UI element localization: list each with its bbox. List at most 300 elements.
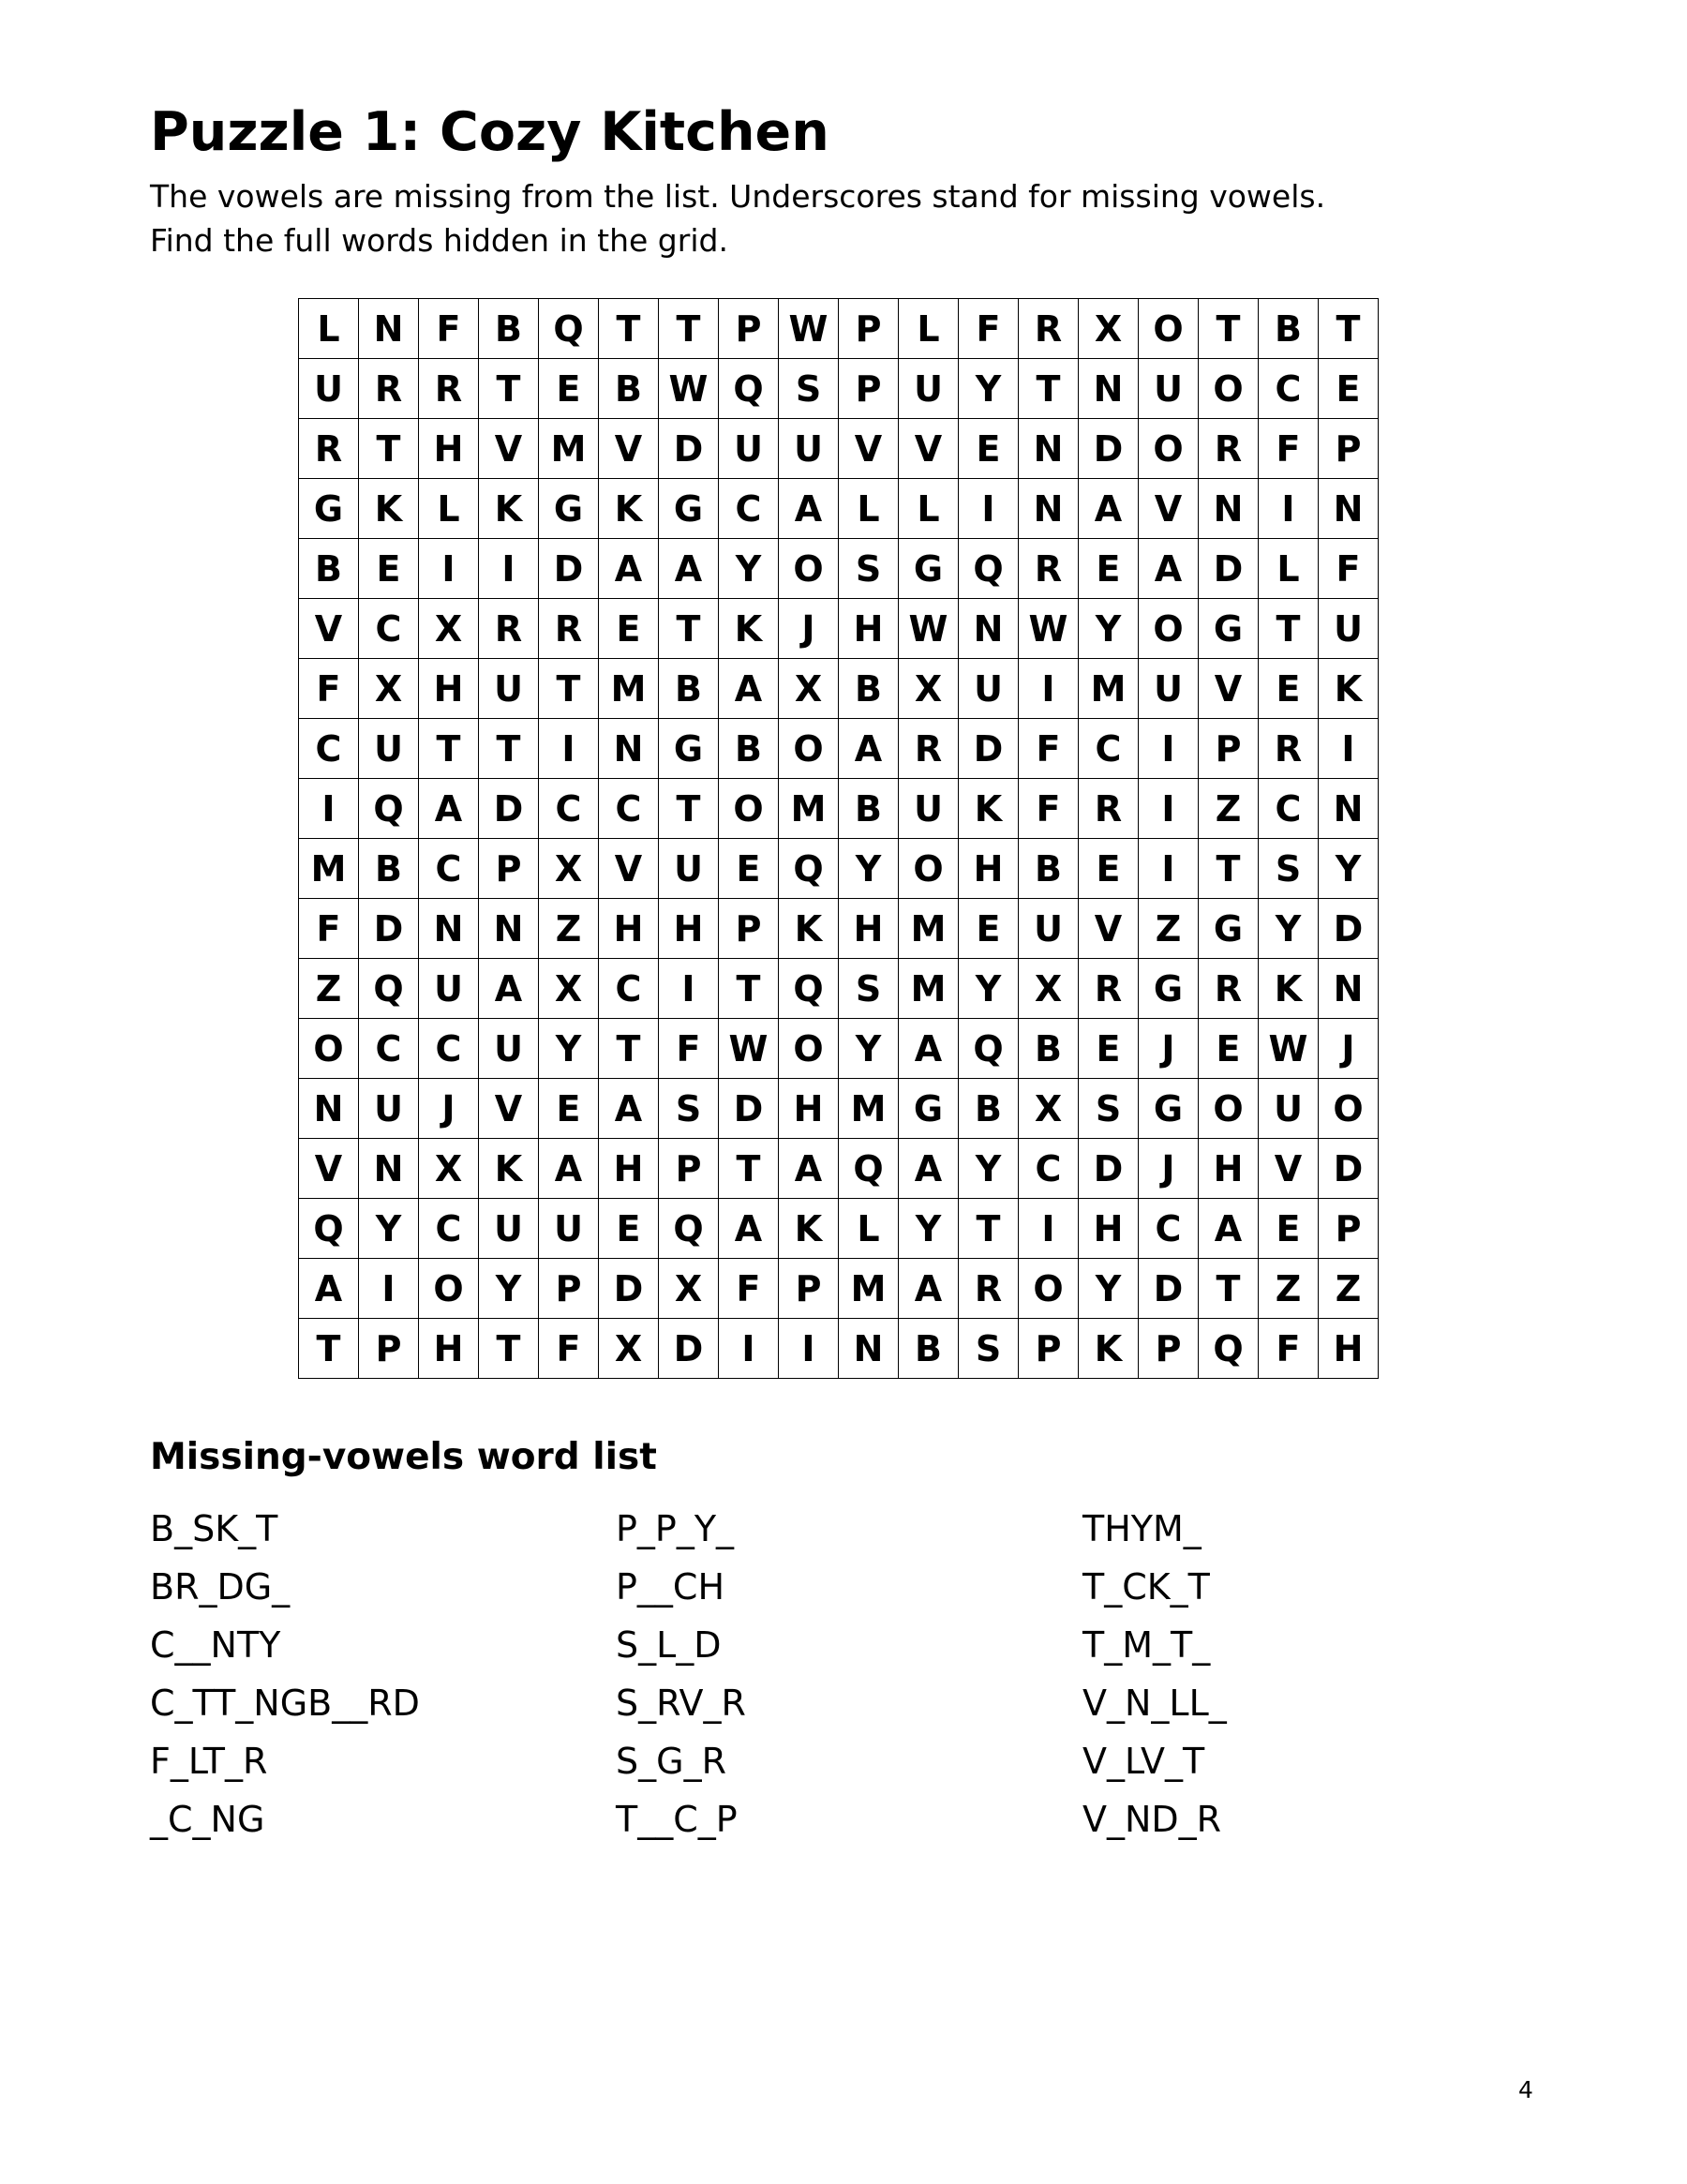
grid-cell[interactable]: Q	[959, 1019, 1019, 1079]
grid-cell[interactable]: B	[719, 719, 779, 779]
grid-cell[interactable]: P	[719, 899, 779, 959]
grid-cell[interactable]: O	[1139, 599, 1199, 659]
grid-cell[interactable]: F	[959, 299, 1019, 359]
grid-cell[interactable]: X	[1079, 299, 1139, 359]
grid-cell[interactable]: A	[1079, 479, 1139, 539]
grid-cell[interactable]: K	[779, 899, 839, 959]
grid-cell[interactable]: R	[1019, 539, 1079, 599]
grid-cell[interactable]: D	[719, 1079, 779, 1139]
grid-cell[interactable]: C	[1259, 779, 1319, 839]
grid-cell[interactable]: F	[539, 1319, 599, 1379]
grid-cell[interactable]: M	[1079, 659, 1139, 719]
grid-cell[interactable]: U	[359, 719, 419, 779]
grid-cell[interactable]: B	[839, 659, 899, 719]
grid-cell[interactable]: K	[719, 599, 779, 659]
grid-cell[interactable]: F	[419, 299, 479, 359]
grid-cell[interactable]: O	[1139, 299, 1199, 359]
grid-cell[interactable]: T	[479, 359, 539, 419]
grid-cell[interactable]: I	[479, 539, 539, 599]
grid-cell[interactable]: C	[719, 479, 779, 539]
grid-cell[interactable]: S	[1259, 839, 1319, 899]
grid-cell[interactable]: B	[959, 1079, 1019, 1139]
grid-cell[interactable]: X	[1019, 959, 1079, 1019]
grid-cell[interactable]: V	[1259, 1139, 1319, 1199]
grid-cell[interactable]: W	[1259, 1019, 1319, 1079]
grid-cell[interactable]: A	[419, 779, 479, 839]
grid-cell[interactable]: Q	[659, 1199, 719, 1259]
grid-cell[interactable]: N	[1199, 479, 1259, 539]
grid-cell[interactable]: V	[299, 1139, 359, 1199]
grid-cell[interactable]: W	[659, 359, 719, 419]
grid-cell[interactable]: T	[299, 1319, 359, 1379]
grid-cell[interactable]: Z	[539, 899, 599, 959]
grid-cell[interactable]: X	[599, 1319, 659, 1379]
grid-cell[interactable]: P	[1199, 719, 1259, 779]
grid-cell[interactable]: H	[419, 1319, 479, 1379]
grid-cell[interactable]: D	[1319, 1139, 1379, 1199]
grid-cell[interactable]: X	[659, 1259, 719, 1319]
grid-cell[interactable]: H	[599, 899, 659, 959]
grid-cell[interactable]: M	[899, 899, 959, 959]
grid-cell[interactable]: J	[1139, 1139, 1199, 1199]
grid-cell[interactable]: P	[1319, 1199, 1379, 1259]
grid-cell[interactable]: E	[1079, 539, 1139, 599]
grid-cell[interactable]: P	[719, 299, 779, 359]
grid-cell[interactable]: U	[539, 1199, 599, 1259]
grid-cell[interactable]: B	[1259, 299, 1319, 359]
grid-cell[interactable]: E	[599, 1199, 659, 1259]
grid-cell[interactable]: T	[419, 719, 479, 779]
grid-cell[interactable]: G	[1139, 959, 1199, 1019]
grid-cell[interactable]: U	[479, 1199, 539, 1259]
grid-cell[interactable]: T	[599, 299, 659, 359]
grid-cell[interactable]: O	[719, 779, 779, 839]
grid-cell[interactable]: A	[1139, 539, 1199, 599]
grid-cell[interactable]: Q	[1199, 1319, 1259, 1379]
grid-cell[interactable]: L	[839, 1199, 899, 1259]
grid-cell[interactable]: A	[659, 539, 719, 599]
grid-cell[interactable]: A	[479, 959, 539, 1019]
grid-cell[interactable]: C	[359, 599, 419, 659]
grid-cell[interactable]: K	[1319, 659, 1379, 719]
grid-cell[interactable]: T	[1319, 299, 1379, 359]
grid-cell[interactable]: V	[899, 419, 959, 479]
grid-cell[interactable]: A	[599, 539, 659, 599]
grid-cell[interactable]: A	[779, 479, 839, 539]
grid-cell[interactable]: E	[539, 359, 599, 419]
grid-cell[interactable]: L	[1259, 539, 1319, 599]
grid-cell[interactable]: G	[659, 479, 719, 539]
grid-cell[interactable]: A	[719, 1199, 779, 1259]
grid-cell[interactable]: H	[839, 899, 899, 959]
grid-cell[interactable]: R	[479, 599, 539, 659]
grid-cell[interactable]: T	[659, 779, 719, 839]
grid-cell[interactable]: E	[959, 899, 1019, 959]
grid-cell[interactable]: A	[779, 1139, 839, 1199]
grid-cell[interactable]: A	[539, 1139, 599, 1199]
grid-cell[interactable]: N	[1319, 959, 1379, 1019]
grid-cell[interactable]: M	[899, 959, 959, 1019]
grid-cell[interactable]: X	[419, 599, 479, 659]
grid-cell[interactable]: S	[839, 959, 899, 1019]
grid-cell[interactable]: I	[1139, 839, 1199, 899]
grid-cell[interactable]: P	[839, 359, 899, 419]
grid-cell[interactable]: N	[359, 1139, 419, 1199]
grid-cell[interactable]: A	[1199, 1199, 1259, 1259]
grid-cell[interactable]: Y	[959, 359, 1019, 419]
grid-cell[interactable]: A	[839, 719, 899, 779]
grid-cell[interactable]: S	[779, 359, 839, 419]
grid-cell[interactable]: G	[1199, 899, 1259, 959]
grid-cell[interactable]: B	[299, 539, 359, 599]
grid-cell[interactable]: C	[419, 839, 479, 899]
grid-cell[interactable]: E	[1259, 659, 1319, 719]
grid-cell[interactable]: I	[299, 779, 359, 839]
grid-cell[interactable]: D	[539, 539, 599, 599]
grid-cell[interactable]: P	[1019, 1319, 1079, 1379]
grid-cell[interactable]: Y	[959, 1139, 1019, 1199]
grid-cell[interactable]: F	[1259, 419, 1319, 479]
grid-cell[interactable]: L	[899, 299, 959, 359]
grid-cell[interactable]: Y	[359, 1199, 419, 1259]
grid-cell[interactable]: K	[779, 1199, 839, 1259]
grid-cell[interactable]: T	[1199, 1259, 1259, 1319]
grid-cell[interactable]: U	[299, 359, 359, 419]
grid-cell[interactable]: N	[1019, 479, 1079, 539]
grid-cell[interactable]: F	[1019, 719, 1079, 779]
grid-cell[interactable]: O	[779, 539, 839, 599]
grid-cell[interactable]: T	[479, 1319, 539, 1379]
grid-cell[interactable]: T	[1019, 359, 1079, 419]
grid-cell[interactable]: U	[479, 1019, 539, 1079]
grid-cell[interactable]: G	[539, 479, 599, 539]
grid-cell[interactable]: M	[299, 839, 359, 899]
grid-cell[interactable]: B	[899, 1319, 959, 1379]
grid-cell[interactable]: F	[719, 1259, 779, 1319]
grid-cell[interactable]: I	[959, 479, 1019, 539]
grid-cell[interactable]: D	[659, 1319, 719, 1379]
grid-cell[interactable]: Z	[1199, 779, 1259, 839]
grid-cell[interactable]: W	[899, 599, 959, 659]
grid-cell[interactable]: N	[839, 1319, 899, 1379]
grid-cell[interactable]: F	[659, 1019, 719, 1079]
grid-cell[interactable]: C	[359, 1019, 419, 1079]
grid-cell[interactable]: D	[479, 779, 539, 839]
grid-cell[interactable]: D	[1079, 419, 1139, 479]
grid-cell[interactable]: B	[599, 359, 659, 419]
grid-cell[interactable]: I	[539, 719, 599, 779]
grid-cell[interactable]: B	[1019, 839, 1079, 899]
grid-cell[interactable]: M	[599, 659, 659, 719]
grid-cell[interactable]: R	[1199, 419, 1259, 479]
grid-cell[interactable]: Y	[719, 539, 779, 599]
grid-cell[interactable]: I	[1259, 479, 1319, 539]
grid-cell[interactable]: I	[1139, 779, 1199, 839]
grid-cell[interactable]: O	[779, 719, 839, 779]
grid-cell[interactable]: U	[1319, 599, 1379, 659]
grid-cell[interactable]: P	[1319, 419, 1379, 479]
grid-cell[interactable]: S	[1079, 1079, 1139, 1139]
grid-cell[interactable]: Q	[779, 959, 839, 1019]
grid-cell[interactable]: R	[1079, 959, 1139, 1019]
grid-cell[interactable]: U	[1139, 359, 1199, 419]
grid-cell[interactable]: K	[599, 479, 659, 539]
grid-cell[interactable]: Y	[1259, 899, 1319, 959]
grid-cell[interactable]: T	[539, 659, 599, 719]
grid-cell[interactable]: V	[479, 419, 539, 479]
grid-cell[interactable]: O	[779, 1019, 839, 1079]
grid-cell[interactable]: V	[599, 839, 659, 899]
grid-cell[interactable]: Q	[959, 539, 1019, 599]
grid-cell[interactable]: E	[719, 839, 779, 899]
grid-cell[interactable]: F	[1319, 539, 1379, 599]
grid-cell[interactable]: Y	[1319, 839, 1379, 899]
grid-cell[interactable]: W	[1019, 599, 1079, 659]
grid-cell[interactable]: R	[1259, 719, 1319, 779]
grid-cell[interactable]: N	[299, 1079, 359, 1139]
grid-cell[interactable]: A	[899, 1139, 959, 1199]
grid-cell[interactable]: X	[1019, 1079, 1079, 1139]
grid-cell[interactable]: P	[779, 1259, 839, 1319]
grid-cell[interactable]: F	[299, 659, 359, 719]
grid-cell[interactable]: D	[1079, 1139, 1139, 1199]
grid-cell[interactable]: U	[899, 359, 959, 419]
grid-cell[interactable]: D	[659, 419, 719, 479]
grid-cell[interactable]: T	[1199, 839, 1259, 899]
grid-cell[interactable]: N	[479, 899, 539, 959]
grid-cell[interactable]: T	[659, 599, 719, 659]
grid-cell[interactable]: C	[1019, 1139, 1079, 1199]
grid-cell[interactable]: Q	[359, 779, 419, 839]
grid-cell[interactable]: I	[1019, 1199, 1079, 1259]
grid-cell[interactable]: Z	[299, 959, 359, 1019]
grid-cell[interactable]: G	[299, 479, 359, 539]
grid-cell[interactable]: X	[419, 1139, 479, 1199]
grid-cell[interactable]: D	[1319, 899, 1379, 959]
grid-cell[interactable]: R	[539, 599, 599, 659]
grid-cell[interactable]: C	[539, 779, 599, 839]
grid-cell[interactable]: J	[779, 599, 839, 659]
grid-cell[interactable]: S	[839, 539, 899, 599]
grid-cell[interactable]: N	[599, 719, 659, 779]
grid-cell[interactable]: B	[839, 779, 899, 839]
grid-cell[interactable]: T	[479, 719, 539, 779]
grid-cell[interactable]: P	[479, 839, 539, 899]
grid-cell[interactable]: D	[1199, 539, 1259, 599]
grid-cell[interactable]: E	[1079, 839, 1139, 899]
grid-cell[interactable]: O	[419, 1259, 479, 1319]
grid-cell[interactable]: Y	[959, 959, 1019, 1019]
grid-cell[interactable]: Y	[839, 839, 899, 899]
grid-cell[interactable]: U	[359, 1079, 419, 1139]
grid-cell[interactable]: U	[719, 419, 779, 479]
grid-cell[interactable]: E	[1259, 1199, 1319, 1259]
grid-cell[interactable]: T	[719, 959, 779, 1019]
grid-cell[interactable]: R	[1019, 299, 1079, 359]
grid-cell[interactable]: N	[1019, 419, 1079, 479]
grid-cell[interactable]: H	[599, 1139, 659, 1199]
grid-cell[interactable]: L	[899, 479, 959, 539]
grid-cell[interactable]: V	[1079, 899, 1139, 959]
grid-cell[interactable]: A	[299, 1259, 359, 1319]
grid-cell[interactable]: X	[539, 959, 599, 1019]
grid-cell[interactable]: T	[959, 1199, 1019, 1259]
grid-cell[interactable]: G	[659, 719, 719, 779]
grid-cell[interactable]: D	[359, 899, 419, 959]
grid-cell[interactable]: B	[659, 659, 719, 719]
grid-cell[interactable]: C	[599, 959, 659, 1019]
grid-cell[interactable]: K	[1259, 959, 1319, 1019]
grid-cell[interactable]: N	[359, 299, 419, 359]
grid-cell[interactable]: M	[839, 1079, 899, 1139]
grid-cell[interactable]: X	[539, 839, 599, 899]
grid-cell[interactable]: G	[1199, 599, 1259, 659]
grid-cell[interactable]: C	[419, 1199, 479, 1259]
grid-cell[interactable]: I	[659, 959, 719, 1019]
grid-cell[interactable]: P	[1139, 1319, 1199, 1379]
grid-cell[interactable]: R	[1199, 959, 1259, 1019]
grid-cell[interactable]: A	[899, 1019, 959, 1079]
grid-cell[interactable]: M	[539, 419, 599, 479]
grid-cell[interactable]: O	[1319, 1079, 1379, 1139]
grid-cell[interactable]: Z	[1259, 1259, 1319, 1319]
grid-cell[interactable]: I	[1319, 719, 1379, 779]
grid-cell[interactable]: K	[1079, 1319, 1139, 1379]
grid-cell[interactable]: H	[1199, 1139, 1259, 1199]
grid-cell[interactable]: L	[299, 299, 359, 359]
grid-cell[interactable]: Q	[839, 1139, 899, 1199]
grid-cell[interactable]: E	[539, 1079, 599, 1139]
grid-cell[interactable]: K	[359, 479, 419, 539]
grid-cell[interactable]: X	[899, 659, 959, 719]
grid-cell[interactable]: N	[959, 599, 1019, 659]
grid-cell[interactable]: C	[1139, 1199, 1199, 1259]
grid-cell[interactable]: C	[299, 719, 359, 779]
grid-cell[interactable]: T	[719, 1139, 779, 1199]
grid-cell[interactable]: U	[779, 419, 839, 479]
grid-cell[interactable]: U	[959, 659, 1019, 719]
grid-cell[interactable]: Z	[1319, 1259, 1379, 1319]
grid-cell[interactable]: G	[899, 539, 959, 599]
grid-cell[interactable]: V	[1199, 659, 1259, 719]
grid-cell[interactable]: Q	[359, 959, 419, 1019]
grid-cell[interactable]: L	[419, 479, 479, 539]
grid-cell[interactable]: I	[1139, 719, 1199, 779]
grid-cell[interactable]: C	[1079, 719, 1139, 779]
grid-cell[interactable]: O	[1019, 1259, 1079, 1319]
grid-cell[interactable]: H	[839, 599, 899, 659]
grid-cell[interactable]: A	[599, 1079, 659, 1139]
grid-cell[interactable]: K	[479, 479, 539, 539]
grid-cell[interactable]: U	[1259, 1079, 1319, 1139]
grid-cell[interactable]: U	[1139, 659, 1199, 719]
grid-cell[interactable]: G	[899, 1079, 959, 1139]
grid-cell[interactable]: Y	[839, 1019, 899, 1079]
grid-cell[interactable]: Y	[479, 1259, 539, 1319]
grid-cell[interactable]: M	[779, 779, 839, 839]
grid-cell[interactable]: E	[359, 539, 419, 599]
grid-cell[interactable]: B	[1019, 1019, 1079, 1079]
grid-cell[interactable]: N	[1319, 779, 1379, 839]
grid-cell[interactable]: D	[1139, 1259, 1199, 1319]
grid-cell[interactable]: I	[419, 539, 479, 599]
grid-cell[interactable]: O	[1139, 419, 1199, 479]
grid-cell[interactable]: A	[719, 659, 779, 719]
grid-cell[interactable]: K	[959, 779, 1019, 839]
grid-cell[interactable]: O	[299, 1019, 359, 1079]
grid-cell[interactable]: N	[419, 899, 479, 959]
grid-cell[interactable]: Y	[1079, 599, 1139, 659]
grid-cell[interactable]: Z	[1139, 899, 1199, 959]
grid-cell[interactable]: W	[779, 299, 839, 359]
grid-cell[interactable]: O	[1199, 359, 1259, 419]
grid-cell[interactable]: B	[479, 299, 539, 359]
grid-cell[interactable]: N	[1079, 359, 1139, 419]
grid-cell[interactable]: H	[419, 419, 479, 479]
grid-cell[interactable]: V	[599, 419, 659, 479]
grid-cell[interactable]: E	[959, 419, 1019, 479]
grid-cell[interactable]: H	[779, 1079, 839, 1139]
grid-cell[interactable]: R	[899, 719, 959, 779]
grid-cell[interactable]: I	[779, 1319, 839, 1379]
grid-cell[interactable]: H	[1319, 1319, 1379, 1379]
grid-cell[interactable]: L	[839, 479, 899, 539]
grid-cell[interactable]: Q	[779, 839, 839, 899]
grid-cell[interactable]: M	[839, 1259, 899, 1319]
grid-cell[interactable]: N	[1319, 479, 1379, 539]
grid-cell[interactable]: D	[599, 1259, 659, 1319]
grid-cell[interactable]: H	[959, 839, 1019, 899]
grid-cell[interactable]: U	[1019, 899, 1079, 959]
grid-cell[interactable]: T	[659, 299, 719, 359]
grid-cell[interactable]: G	[1139, 1079, 1199, 1139]
grid-cell[interactable]: Q	[299, 1199, 359, 1259]
grid-cell[interactable]: T	[1199, 299, 1259, 359]
grid-cell[interactable]: Y	[899, 1199, 959, 1259]
grid-cell[interactable]: I	[359, 1259, 419, 1319]
grid-cell[interactable]: C	[1259, 359, 1319, 419]
grid-cell[interactable]: W	[719, 1019, 779, 1079]
grid-cell[interactable]: E	[1319, 359, 1379, 419]
grid-cell[interactable]: Q	[719, 359, 779, 419]
grid-cell[interactable]: V	[479, 1079, 539, 1139]
grid-cell[interactable]: F	[1259, 1319, 1319, 1379]
grid-cell[interactable]: R	[1079, 779, 1139, 839]
grid-cell[interactable]: V	[1139, 479, 1199, 539]
grid-cell[interactable]: S	[959, 1319, 1019, 1379]
grid-cell[interactable]: A	[899, 1259, 959, 1319]
grid-cell[interactable]: V	[839, 419, 899, 479]
grid-cell[interactable]: J	[1319, 1019, 1379, 1079]
grid-cell[interactable]: B	[359, 839, 419, 899]
grid-cell[interactable]: U	[899, 779, 959, 839]
grid-cell[interactable]: P	[839, 299, 899, 359]
grid-cell[interactable]: O	[899, 839, 959, 899]
grid-cell[interactable]: P	[659, 1139, 719, 1199]
grid-cell[interactable]: S	[659, 1079, 719, 1139]
grid-cell[interactable]: P	[539, 1259, 599, 1319]
grid-cell[interactable]: T	[359, 419, 419, 479]
grid-cell[interactable]: X	[359, 659, 419, 719]
grid-cell[interactable]: U	[479, 659, 539, 719]
grid-cell[interactable]: Y	[1079, 1259, 1139, 1319]
grid-cell[interactable]: V	[299, 599, 359, 659]
grid-cell[interactable]: I	[1019, 659, 1079, 719]
grid-cell[interactable]: D	[959, 719, 1019, 779]
grid-cell[interactable]: R	[299, 419, 359, 479]
grid-cell[interactable]: R	[959, 1259, 1019, 1319]
grid-cell[interactable]: E	[599, 599, 659, 659]
